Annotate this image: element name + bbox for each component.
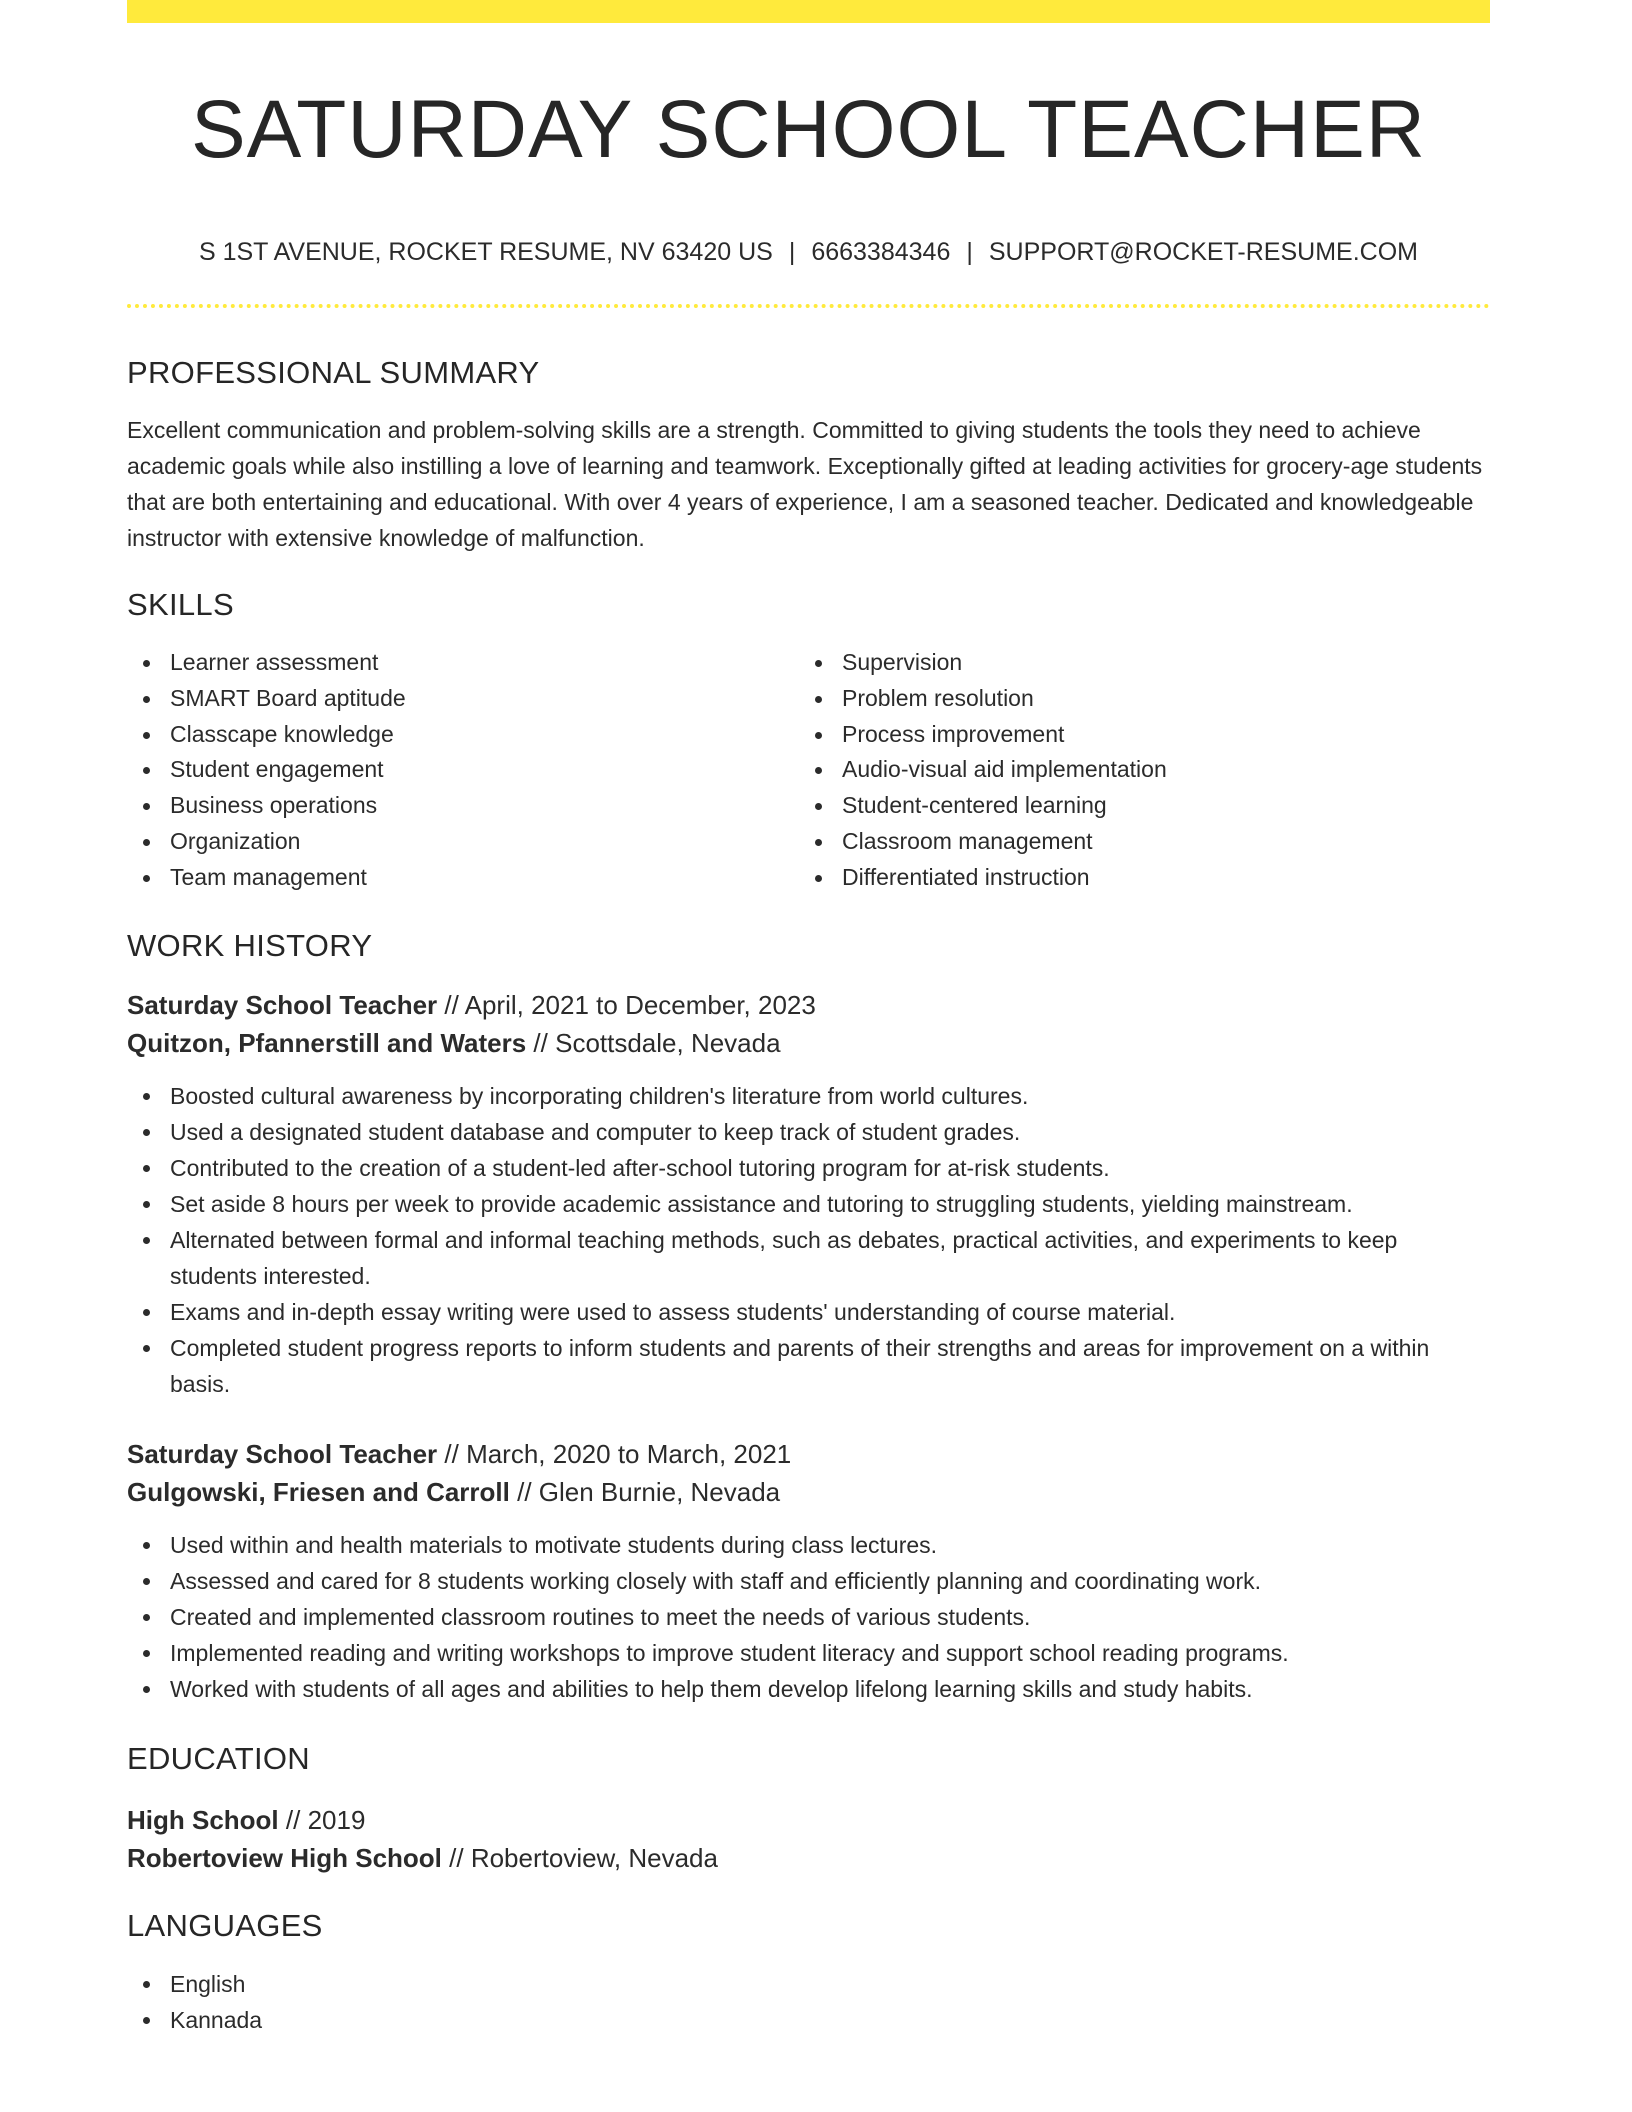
job-bullet: Created and implemented classroom routines to meet the needs of various students.: [127, 1599, 1490, 1635]
skill-item: Classcape knowledge: [127, 717, 799, 753]
skill-item: Learner assessment: [127, 645, 799, 681]
job-company-line: [127, 1024, 1490, 1062]
skills-list-left: [127, 645, 799, 896]
job-role-line: [127, 986, 1490, 1024]
education-location: // Robertoview, Nevada: [441, 1843, 718, 1873]
job-location: // Scottsdale, Nevada: [526, 1028, 781, 1058]
job-bullet: Boosted cultural awareness by incorporating children's literature from world cultures.: [127, 1078, 1490, 1114]
dotted-divider: [127, 304, 1490, 308]
languages-title: LANGUAGES: [127, 1908, 323, 1943]
education-degree-line: [127, 1801, 1490, 1839]
job-dates: // April, 2021 to December, 2023: [437, 990, 816, 1020]
job-bullet: Implemented reading and writing workshops to improve student literacy and support school reading programs.: [127, 1635, 1490, 1671]
job-company: Quitzon, Pfannerstill and Waters: [127, 1028, 527, 1058]
education-degree: High School: [127, 1805, 279, 1835]
skill-item: Team management: [127, 860, 799, 896]
skills-title: SKILLS: [127, 587, 234, 622]
job-bullets: [127, 1078, 1490, 1402]
job-bullet: Exams and in-depth essay writing were used to assess students' understanding of course material.: [127, 1294, 1490, 1330]
contact-phone: 6663384346: [811, 238, 951, 266]
education-entry: [127, 1801, 1490, 1877]
education-section: [127, 1739, 1490, 1877]
language-item: Kannada: [127, 2002, 1490, 2038]
skill-item: Student engagement: [127, 752, 799, 788]
job-bullet: Completed student progress reports to inform students and parents of their strengths and areas for improvement on a within basis.: [127, 1330, 1490, 1402]
skills-columns: [127, 645, 1490, 896]
job-role: Saturday School Teacher: [127, 990, 438, 1020]
skill-item: SMART Board aptitude: [127, 681, 799, 717]
job-company: Gulgowski, Friesen and Carroll: [127, 1477, 510, 1507]
skill-item: Audio-visual aid implementation: [799, 752, 1471, 788]
job-dates: // March, 2020 to March, 2021: [437, 1439, 792, 1469]
skills-section: [127, 585, 1490, 896]
skill-item: Student-centered learning: [799, 788, 1471, 824]
contact-line: [127, 236, 1490, 268]
job-bullet: Used a designated student database and computer to keep track of student grades.: [127, 1114, 1490, 1150]
languages-list: [127, 1966, 1490, 2038]
work-section: [127, 926, 1490, 1707]
job-bullet: Used within and health materials to motivate students during class lectures.: [127, 1527, 1490, 1563]
contact-separator: |: [788, 238, 796, 266]
summary-title: PROFESSIONAL SUMMARY: [127, 355, 540, 390]
languages-section: [127, 1906, 1490, 2038]
education-year: // 2019: [278, 1805, 366, 1835]
job-bullet: Assessed and cared for 8 students working closely with staff and efficiently planning and coordinating work.: [127, 1563, 1490, 1599]
summary-text: Excellent communication and problem-solving skills are a strength. Committed to giving students the tools they need to achieve academic goals while also instilling a love of learning and teamwork. Exceptionally gifted at leading activities for grocery-age students that are both entertaining and educational. With over 4 years of experience, I am a seasoned teacher. Dedicated and knowledgeable instructor with extensive knowledge of malfunction.: [127, 417, 1483, 551]
job-bullet: Contributed to the creation of a student-led after-school tutoring program for at-risk students.: [127, 1150, 1490, 1186]
education-title: EDUCATION: [127, 1741, 310, 1776]
skills-list-right: [799, 645, 1471, 896]
skill-item: Organization: [127, 824, 799, 860]
job-bullet: Worked with students of all ages and abilities to help them develop lifelong learning skills and study habits.: [127, 1671, 1490, 1707]
job-company-line: [127, 1473, 1490, 1511]
skill-item: Problem resolution: [799, 681, 1471, 717]
job-entry: [127, 1435, 1490, 1707]
education-school: Robertoview High School: [127, 1843, 442, 1873]
job-bullet: Alternated between formal and informal teaching methods, such as debates, practical activities, and experiments to keep students interested.: [127, 1222, 1490, 1294]
education-school-line: [127, 1839, 1490, 1877]
job-location: // Glen Burnie, Nevada: [509, 1477, 781, 1507]
skill-item: Supervision: [799, 645, 1471, 681]
contact-email[interactable]: SUPPORT@ROCKET-RESUME.COM: [988, 238, 1418, 266]
skill-item: Differentiated instruction: [799, 860, 1471, 896]
skill-item: Process improvement: [799, 717, 1471, 753]
summary-section: [127, 353, 1490, 556]
job-bullet: Set aside 8 hours per week to provide academic assistance and tutoring to struggling students, yielding mainstream.: [127, 1186, 1490, 1222]
work-title: WORK HISTORY: [127, 928, 373, 963]
skill-item: Classroom management: [799, 824, 1471, 860]
top-accent-bar: [127, 0, 1490, 23]
language-item: English: [127, 1966, 1490, 2002]
job-entry: [127, 986, 1490, 1402]
skill-item: Business operations: [127, 788, 799, 824]
page-title: SATURDAY SCHOOL TEACHER: [190, 84, 1427, 175]
job-role: Saturday School Teacher: [127, 1439, 438, 1469]
job-bullets: [127, 1527, 1490, 1707]
job-role-line: [127, 1435, 1490, 1473]
contact-separator: |: [966, 238, 973, 266]
contact-address: S 1ST AVENUE, ROCKET RESUME, NV 63420 US: [198, 238, 773, 266]
